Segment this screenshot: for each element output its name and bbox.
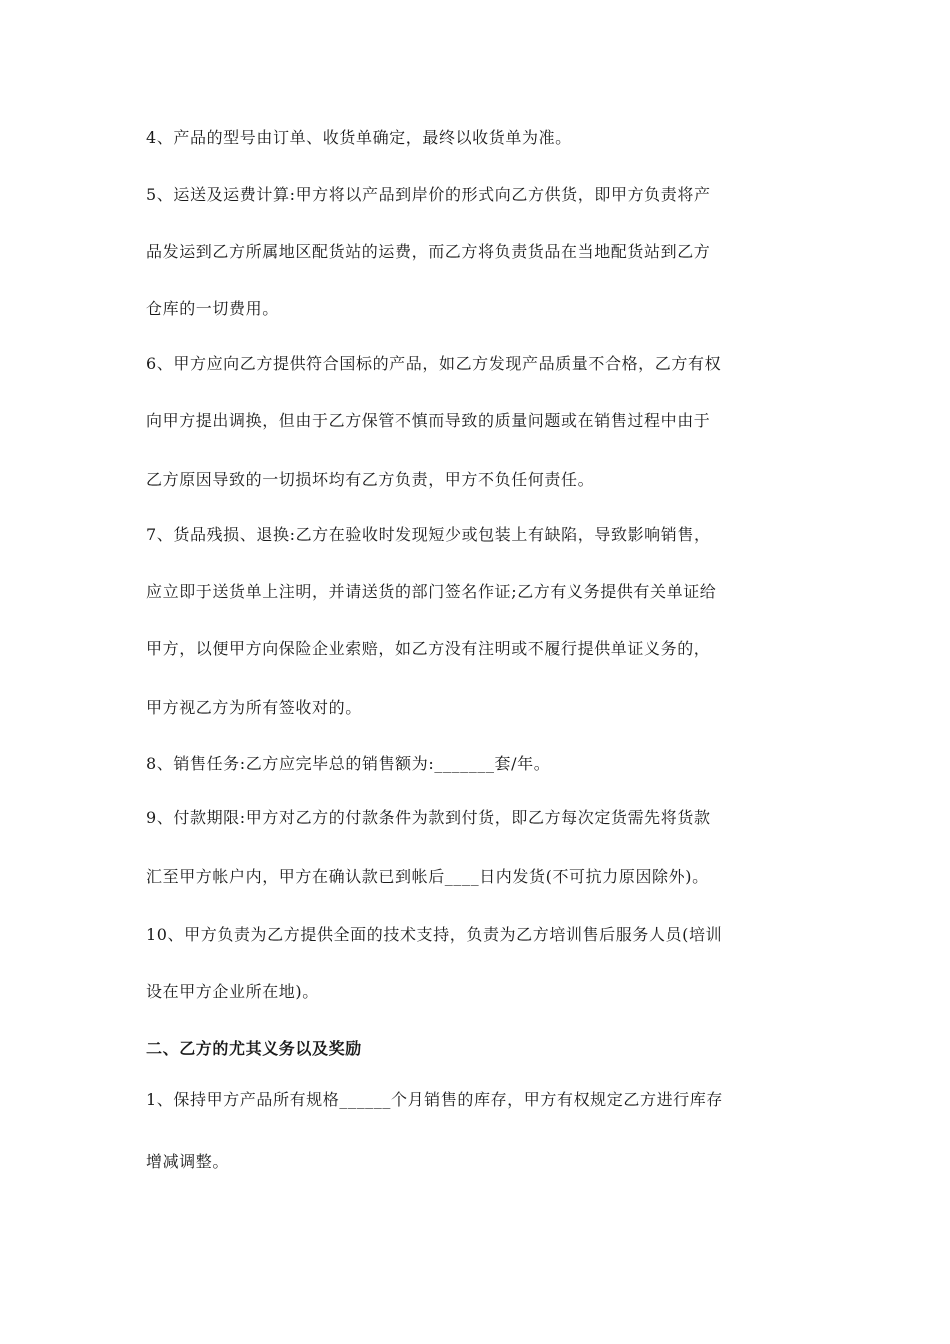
- paragraph-line: 增减调整。: [146, 1152, 230, 1171]
- paragraph-line: 甲方视乙方为所有签收对的。: [146, 698, 362, 717]
- paragraph-line: 10、甲方负责为乙方提供全面的技术支持，负责为乙方培训售后服务人员(培训: [146, 925, 723, 944]
- paragraph-line: 应立即于送货单上注明，并请送货的部门签名作证;乙方有义务提供有关单证给: [146, 582, 717, 601]
- paragraph-line: 4、产品的型号由订单、收货单确定，最终以收货单为准。: [146, 128, 572, 147]
- paragraph-line: 向甲方提出调换，但由于乙方保管不慎而导致的质量问题或在销售过程中由于: [146, 411, 711, 430]
- paragraph-line: 品发运到乙方所属地区配货站的运费，而乙方将负责货品在当地配货站到乙方: [146, 242, 711, 261]
- paragraph-line: 乙方原因导致的一切损坏均有乙方负责，甲方不负任何责任。: [146, 470, 595, 489]
- paragraph-line: 9、付款期限:甲方对乙方的付款条件为款到付货，即乙方每次定货需先将货款: [146, 808, 711, 827]
- paragraph-line: 甲方，以便甲方向保险企业索赔，如乙方没有注明或不履行提供单证义务的，: [146, 639, 711, 658]
- paragraph-line: 汇至甲方帐户内，甲方在确认款已到帐后____日内发货(不可抗力原因除外)。: [146, 867, 709, 886]
- paragraph-line: 仓库的一切费用。: [146, 299, 279, 318]
- paragraph-line: 1、保持甲方产品所有规格______个月销售的库存，甲方有权规定乙方进行库存: [146, 1090, 723, 1109]
- paragraph-line: 7、货品残损、退换:乙方在验收时发现短少或包装上有缺陷，导致影响销售，: [146, 525, 711, 544]
- paragraph-line: 6、甲方应向乙方提供符合国标的产品，如乙方发现产品质量不合格，乙方有权: [146, 354, 722, 373]
- paragraph-line: 8、销售任务:乙方应完毕总的销售额为:_______套/年。: [146, 754, 551, 773]
- paragraph-line: 5、运送及运费计算:甲方将以产品到岸价的形式向乙方供货，即甲方负责将产: [146, 185, 711, 204]
- paragraph-line: 设在甲方企业所在地)。: [146, 982, 319, 1001]
- section-heading: 二、乙方的尤其义务以及奖励: [146, 1039, 362, 1058]
